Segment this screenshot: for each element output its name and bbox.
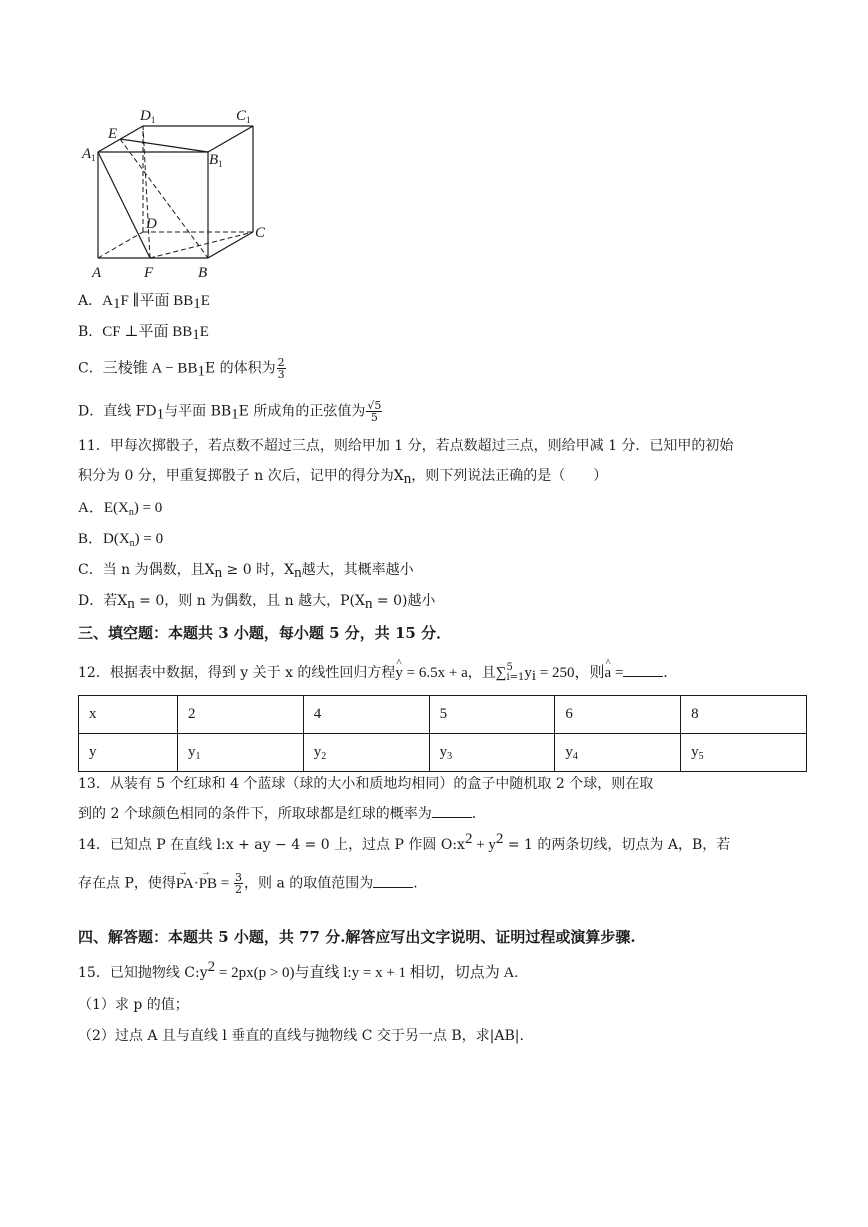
q11-option-d: D．若$X_n = 0$，则 n 为偶数，且 n 越大，$P(X_n = 0)$越小 [78, 593, 436, 612]
q12-answer-blank [623, 662, 663, 677]
label-D: D [146, 216, 157, 232]
q15-part-1: （1）求 p 的值； [78, 997, 189, 1013]
table-cell: 2 [178, 696, 304, 734]
q11-line2: 积分为 0 分，甲重复掷骰子 n 次后，记甲的得分为$X_n$，则下列说法正确的是（ ） [78, 468, 608, 487]
edge-B-C [208, 232, 253, 258]
q15-stem: 15．已知抛物线 $C:y^2 = 2px(p > 0)$与直线 l:y = x + 1 相切，切点为 A. [78, 959, 519, 981]
q11-line1: 11．甲每次掷骰子，若点数不超过三点，则给甲加 1 分，若点数超过三点，则给甲减 1 分．已知甲的初始 [78, 438, 734, 454]
q15-part-2: （2）过点 A 且与直线 l 垂直的直线与抛物线 C 交于另一点 B，求|AB|. [78, 1028, 524, 1044]
q14-answer-blank [373, 873, 413, 888]
label-A1: $A_1$ [82, 146, 96, 163]
edge-F-D1 [143, 126, 150, 258]
regression-data-table [78, 695, 807, 772]
q14-line1: 14．已知点 P 在直线 l:x + ay − 4 = 0 上，过点 P 作圆 $O:x^2 + y^2 = 1$ 的两条切线，切点为 A，B，若 [78, 831, 731, 853]
label-B: B [198, 265, 208, 281]
section-4-heading: 四、解答题：本题共 5 小题，共 77 分.解答应写出文字说明、证明过程或演算步骤. [78, 928, 636, 946]
edge-A-D [98, 232, 143, 258]
q10-option-d: D．直线 $FD_1$与平面 $BB_1E$ 所成角的正弦值为 $\frac{√5}{5}$ [78, 399, 382, 424]
table-cell: $y_5$ [681, 734, 807, 772]
q12-text: 12．根据表中数据，得到 y 关于 x 的线性回归方程^ y = 6.5x + a，且∑ 5 i=1 $y_i = 250$，则^ a = ． [78, 662, 677, 683]
q14-line2: 存在点 P，使得→ PA·→ PB = $\frac{3}{2}$ ，则 a 的取值范围为 ． [78, 872, 427, 895]
q11-option-b: B．$D(X_n) = 0$ [78, 531, 164, 549]
label-C: C [255, 225, 266, 241]
q10-option-a: A．$A_1F$ ∥平面 $BB_1E$ [78, 293, 210, 312]
table-cell: 4 [303, 696, 429, 734]
label-D1: $D_1$ [140, 108, 156, 125]
edge-E-B1 [120, 139, 208, 152]
edge-A1-F [98, 152, 150, 258]
table-cell: 8 [681, 696, 807, 734]
table-row [79, 696, 807, 734]
q13-line2: 到的 2 个球颜色相同的条件下，所取球都是红球的概率为 ． [78, 803, 486, 824]
table-cell: $y_2$ [303, 734, 429, 772]
edge-F-C [150, 232, 253, 258]
q13-line1: 13．从装有 5 个红球和 4 个蓝球（球的大小和质地均相同）的盒子中随机取 2 个球，则在取 [78, 776, 654, 792]
table-cell: x [79, 696, 178, 734]
label-A: A [92, 265, 102, 281]
q10-option-b: B．CF ⊥平面 $BB_1E$ [78, 324, 209, 343]
label-F: F [144, 265, 154, 281]
edge-B1-C1 [208, 126, 253, 152]
q13-answer-blank [432, 803, 472, 818]
q10-option-c: C．三棱锥 $A - BB_1E$ 的体积为 $\frac{2}{3}$ [78, 356, 285, 381]
table-cell: 6 [555, 696, 681, 734]
table-row [79, 734, 807, 772]
label-B1: $B_1$ [209, 152, 223, 169]
cube-figure [78, 100, 278, 285]
q11-option-a: A．$E(X_n) = 0$ [78, 500, 163, 518]
label-C1: $C_1$ [236, 108, 251, 125]
table-cell: $y_4$ [555, 734, 681, 772]
table-cell: $y_1$ [178, 734, 304, 772]
table-cell: y [79, 734, 178, 772]
q12-equation: ^ y = 6.5x + a [395, 663, 467, 683]
q11-option-c: C．当 n 为偶数，且$X_n \ge 0$ 时，$X_n$越大，其概率越小 [78, 562, 414, 581]
label-E: E [108, 126, 118, 142]
table-cell: $y_3$ [429, 734, 555, 772]
section-3-heading: 三、填空题：本题共 3 小题，每小题 5 分，共 15 分． [78, 624, 452, 642]
table-cell: 5 [429, 696, 555, 734]
